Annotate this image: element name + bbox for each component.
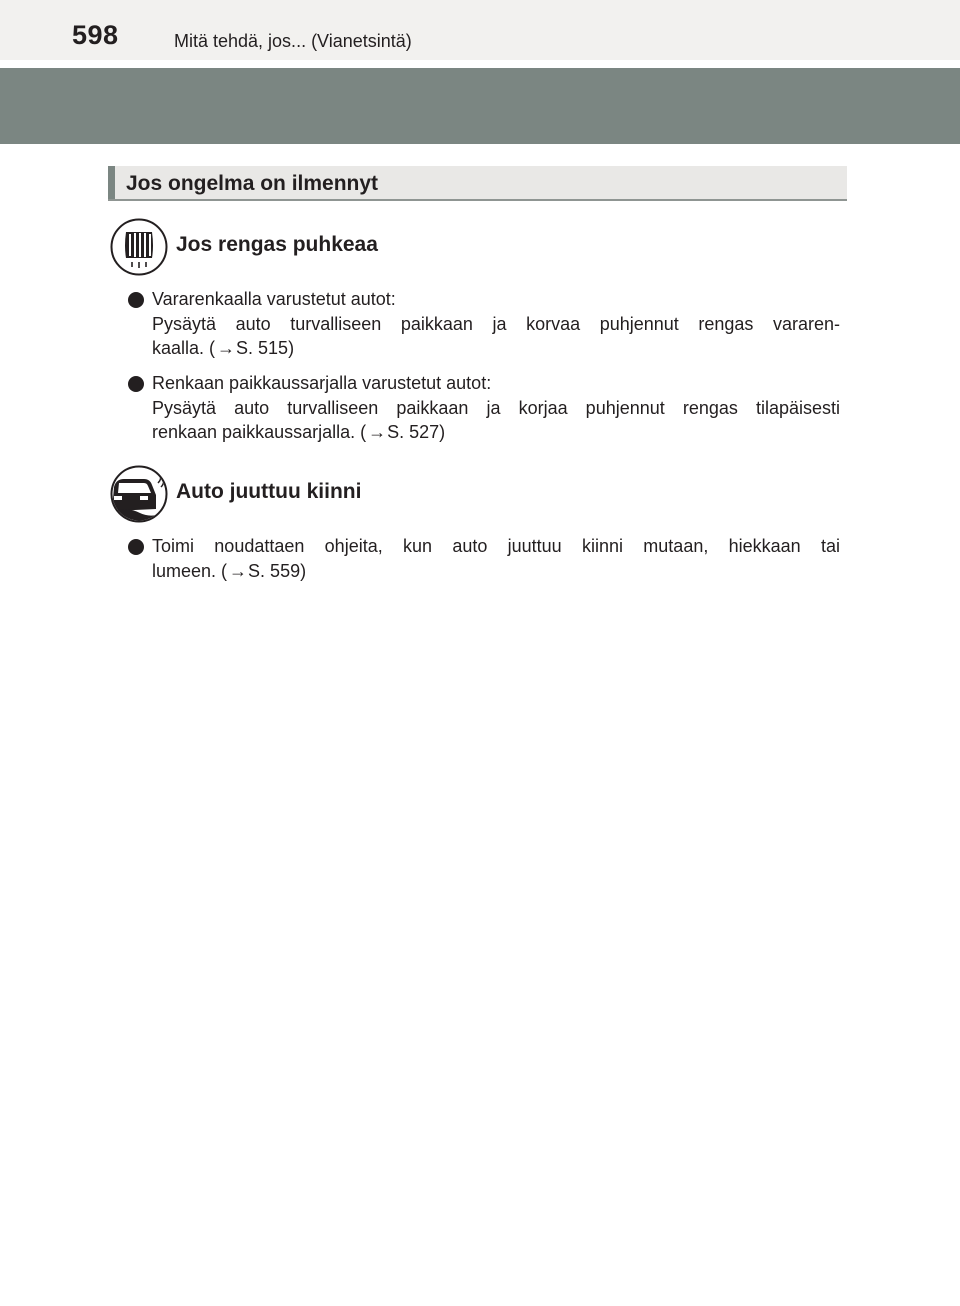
flat-tire-icon (110, 218, 168, 276)
arrow-right-icon: → (217, 338, 236, 358)
item-lead: Vararenkaalla varustetut autot: (152, 289, 396, 309)
item-lead: Renkaan paikkaussarjalla varustetut autot: (152, 373, 492, 393)
item-body-end (152, 559, 840, 584)
item-body-end (152, 420, 840, 445)
item-body-end-text: kaalla. ( (152, 338, 216, 358)
item-body-end (152, 336, 840, 361)
section-heading (108, 166, 847, 201)
page-reference-link[interactable]: S. 559) (248, 560, 307, 581)
item-body-end-text: renkaan paikkaussarjalla. ( (152, 422, 367, 442)
arrow-right-icon: → (229, 560, 248, 581)
item-body: Pysäytä auto turvalliseen paikkaan ja korjaa puhjennut rengas tilapäisesti (152, 397, 840, 418)
page-reference-link[interactable]: S. 527) (387, 422, 446, 442)
page-reference-link[interactable]: S. 515) (236, 338, 295, 358)
list-item (152, 287, 840, 361)
section-heading-text: Jos ongelma on ilmennyt (126, 172, 379, 195)
stuck-car-icon (110, 465, 168, 523)
arrow-right-icon: → (368, 422, 387, 442)
item-body: Toimi noudattaen ohjeita, kun auto juuttuu kiinni mutaan, hiekkaan tai (152, 536, 840, 556)
item-body-end-text: lumeen. ( (152, 560, 228, 581)
bullet-icon (128, 539, 144, 555)
item-body: Pysäytä auto turvalliseen paikkaan ja korvaa puhjennut rengas vararen- (152, 313, 840, 334)
page-header (0, 0, 960, 60)
list-item (152, 371, 840, 445)
chapter-band (0, 68, 960, 144)
topic-title-flat-tire: Jos rengas puhkeaa (176, 233, 378, 256)
bullet-icon (128, 292, 144, 308)
bullet-icon (128, 376, 144, 392)
topic-title-stuck-car: Auto juuttuu kiinni (176, 480, 362, 503)
section-heading-bar (108, 166, 115, 199)
page-number: 598 (72, 20, 119, 50)
running-title: Mitä tehdä, jos... (Vianetsintä) (174, 31, 412, 51)
list-item (152, 534, 840, 583)
